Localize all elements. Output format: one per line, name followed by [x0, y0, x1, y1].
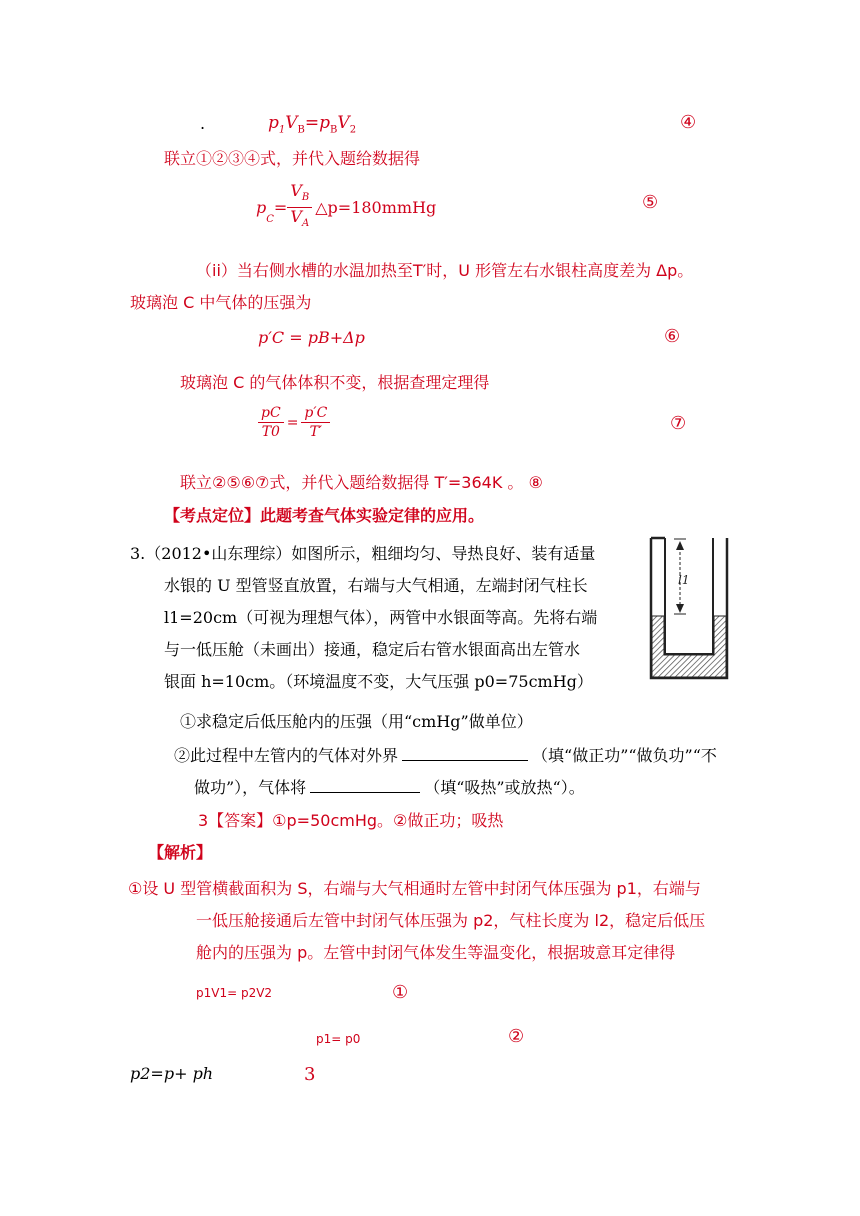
eq7-n1: pC — [258, 404, 284, 423]
eq5-den-v: V — [290, 207, 302, 227]
eq5-number: ⑤ — [642, 192, 659, 213]
solution-line-2: 一低压舱接通后左管中封闭气体压强为 p2，气柱长度为 l2，稳定后低压 — [196, 911, 706, 930]
eq4-eqp: =p — [304, 113, 331, 133]
answer-blank-2[interactable] — [310, 776, 420, 793]
answer-blank-1[interactable] — [402, 744, 528, 761]
q3-line-6: ①求稳定后低压舱内的压强（用“cmHg”做单位） — [180, 712, 533, 731]
q3-line-2: 水银的 U 型管竖直放置，右端与大气相通，左端封闭气柱长 — [164, 576, 588, 595]
q3-line-8a: 做功”），气体将 — [194, 778, 307, 797]
eq5-rest: △p=180mmHg — [315, 198, 437, 218]
jiexi-heading: 【解析】 — [148, 843, 213, 862]
solution-eq-3: p2=p+ ph — [130, 1064, 214, 1083]
eq4-v: V — [285, 113, 298, 133]
eq5-num-s: B — [301, 192, 310, 204]
q3-line-7 — [174, 743, 717, 766]
eq7-number: ⑦ — [670, 413, 687, 434]
q3-line-3: l1=20cm（可视为理想气体），两管中水银面等高。先将右端 — [164, 608, 598, 627]
eq4-number: ④ — [680, 112, 697, 133]
eq7-d2: T′ — [309, 424, 323, 440]
solution-line-1: ①设 U 型管横截面积为 S，右端与大气相通时左管中封闭气体压强为 p1，右端与 — [128, 879, 701, 898]
mercury-fill — [652, 616, 726, 677]
equation-5 — [256, 182, 436, 233]
u-tube-diagram — [648, 534, 730, 686]
equation-7 — [258, 404, 330, 441]
q3-line-7a: ②此过程中左管内的气体对外界 — [174, 746, 399, 765]
eq7-d1: T0 — [261, 424, 280, 440]
combine-line-2: 联立②⑤⑥⑦式，并代入题给数据得 T′=364K 。 ⑧ — [180, 473, 543, 492]
eq5-den-s: A — [301, 218, 310, 230]
solution-eq-2-number: ② — [508, 1026, 525, 1047]
part2-line-1: （ii）当右侧水槽的水温加热至T′时，U 形管左右水银柱高度差为 Δp。 — [196, 261, 694, 280]
eq7-eq: = — [286, 414, 299, 431]
eq5-fraction — [287, 182, 312, 233]
charles-line: 玻璃泡 C 的气体体积不变，根据查理定理得 — [180, 373, 490, 392]
eq7-n2: p′C — [301, 404, 330, 423]
solution-eq-1-number: ① — [392, 982, 409, 1003]
solution-eq-3-number: 3 — [304, 1064, 316, 1085]
eq7-frac-1 — [258, 404, 284, 441]
solution-eq-1: p1V1= p2V2 — [196, 986, 273, 1000]
q3-line-5: 银面 h=10cm。（环境温度不变，大气压强 p0=75cmHg） — [164, 672, 593, 691]
diagram-label-l1: l1 — [678, 573, 690, 587]
arrow-bottom — [676, 604, 684, 613]
eq5-sub: C — [266, 214, 274, 226]
eq4-subB: B — [297, 124, 305, 136]
kaodian-line: 【考点定位】此题考查气体实验定律的应用。 — [164, 506, 485, 525]
eq4-p: p — [268, 113, 279, 133]
q3-line-1: 3.（2012•山东理综）如图所示，粗细均匀、导热良好、装有适量 — [130, 544, 596, 563]
equation-4 — [268, 113, 356, 135]
combine-line-1: 联立①②③④式，并代入题给数据得 — [164, 149, 421, 168]
equation-6: p′C = pB+Δp — [258, 328, 365, 347]
q3-line-7b: （填“做正功”“做负功”“不 — [532, 746, 717, 765]
eq4-sub1: 1 — [278, 124, 286, 136]
dot-mark: . — [200, 114, 206, 133]
eq4-v2: V — [337, 113, 350, 133]
solution-line-3: 舱内的压强为 p。左管中封闭气体发生等温变化，根据玻意耳定律得 — [196, 943, 676, 962]
solution-eq-2: p1= p0 — [316, 1032, 361, 1046]
part2-line-2: 玻璃泡 C 中气体的压强为 — [130, 293, 312, 312]
eq5-eq: = — [273, 198, 288, 218]
q3-line-8 — [194, 775, 585, 798]
eq5-p: p — [256, 198, 267, 218]
eq7-frac-2 — [301, 404, 330, 441]
eq4-subB2: B — [330, 124, 338, 136]
eq6-number: ⑥ — [664, 326, 681, 347]
eq4-sub2: 2 — [349, 124, 357, 136]
eq5-num-v: V — [290, 181, 302, 200]
answer-line: 3【答案】①p=50cmHg。②做正功；吸热 — [198, 811, 504, 830]
q3-line-8b: （填“吸热”或放热“）。 — [424, 778, 585, 797]
u-tube-inner — [665, 538, 713, 654]
q3-line-4: 与一低压舱（未画出）接通，稳定后右管水银面高出左管水 — [164, 640, 581, 659]
arrow-top — [676, 541, 684, 550]
